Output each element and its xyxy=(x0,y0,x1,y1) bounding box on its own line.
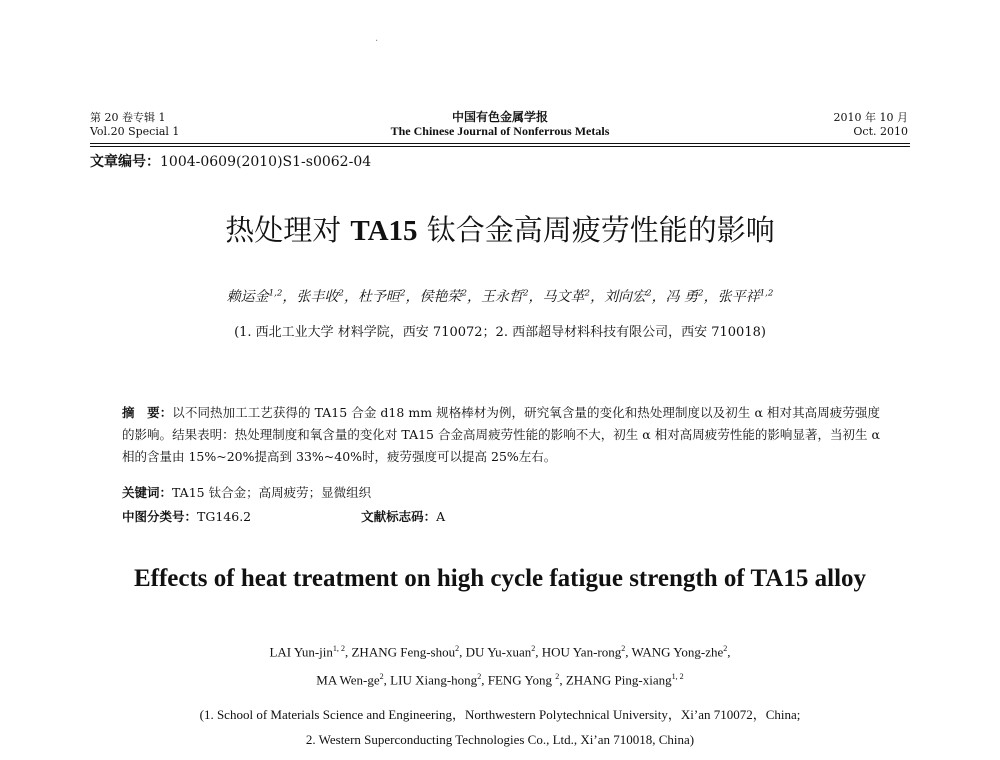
author-affiliation-mark: 1,2 xyxy=(759,288,774,299)
header-date xyxy=(834,111,908,139)
article-number xyxy=(90,151,371,171)
journal-name-en: The Chinese Journal of Nonferrous Metals xyxy=(390,124,610,138)
author-name: MA Wen-ge xyxy=(316,672,380,688)
classification-label: 中图分类号： xyxy=(122,509,198,524)
author-affiliation-mark: 2 xyxy=(698,288,704,299)
author-affiliation-mark: 2 xyxy=(379,672,384,682)
author-affiliation-mark: 2 xyxy=(399,288,406,299)
author-name: 张平祥 xyxy=(717,289,760,305)
author-name: 王永哲 xyxy=(481,289,523,305)
authors-en-line2: MA Wen-$ge^2$, LIU Xiang-hong$^2$, FENG Yong $^2$, ZHANG Ping-xiang$^{1, 2}$ xyxy=(316,672,684,688)
author-affiliation-mark: 2 xyxy=(555,672,560,682)
author-affiliation-mark: 2 xyxy=(455,644,460,653)
author-affiliation-mark: 2 xyxy=(461,288,467,299)
author-affiliation-mark: 2 xyxy=(477,672,482,682)
keywords-text: TA15 钛合金；高周疲劳；显微组织 xyxy=(172,485,372,500)
header-date-cn: 2010 年 10 月 xyxy=(833,111,908,124)
abstract-text: 以不同热加工工艺获得的 TA15 合金 d18 mm 规格棒材为例，研究氧含量的变化和热处理制度以及初生 α 相对其高周疲劳强度的影响。结果表明：热处理制度和氧含量的变化对 TA15 合金高周疲劳性能的影响不大，初生 α 相对高周疲劳性能的影响显著，当初生 α 相的含量由 15%~20%提高到 33%~40%时，疲劳强度可以提高 25%左右。 xyxy=(122,405,880,464)
author-affiliation-mark: 2 xyxy=(646,288,652,299)
author-name: 侯艳荣 xyxy=(419,289,462,305)
author-affiliation-mark: 1, 2 xyxy=(671,672,684,682)
authors-cn: 赖运金$^{1,2}$，张丰收$^2$，杜予晅$^2$，侯艳荣$^2$，王永哲$^2$，马文革$^2$，刘向宏$^2$，冯 勇$^2$，张平祥$^{1,2}$ xyxy=(226,288,774,305)
classification xyxy=(122,507,445,525)
title-cn-part2: TA15 xyxy=(350,215,418,247)
author-name: 赖运金 xyxy=(226,289,269,305)
header-issue-cn: 第 20 卷专辑 1 xyxy=(90,111,166,124)
author-name: HOU Yan-rong xyxy=(541,644,622,660)
author-name: WANG Yong-zhe xyxy=(631,644,724,660)
header-issue-en: Vol.20 Special 1 xyxy=(90,125,180,138)
author-affiliation-mark: 1, 2 xyxy=(332,644,345,653)
author-affiliation-mark: 1,2 xyxy=(268,288,283,299)
affiliation-en-line1: (1. School of Materials Science and Engineering，Northwestern Polytechnical University，Xi’an 710072，China; xyxy=(199,707,801,722)
author-name: DU Yu-xuan xyxy=(465,644,532,660)
affiliation-en xyxy=(0,702,1000,752)
classification-value: TG146.2 xyxy=(197,509,252,524)
keywords xyxy=(122,483,371,501)
affiliation-en-line2: 2. Western Superconducting Technologies Co., Ltd., Xi’an 710018, China) xyxy=(305,732,695,747)
author-name: 冯 勇 xyxy=(665,289,699,305)
doc-code-value: A xyxy=(436,509,446,524)
abstract-label: 摘 要： xyxy=(122,405,173,420)
header-issue xyxy=(90,111,179,139)
header-journal xyxy=(300,110,700,138)
author-affiliation-mark: 2 xyxy=(584,288,591,299)
header-date-en: Oct. 2010 xyxy=(853,125,908,138)
title-en: Effects of heat treatment on high cycle fatigue strength of TA15 alloy xyxy=(133,565,867,592)
author-name: 杜予晅 xyxy=(357,289,400,305)
author-affiliation-mark: 2 xyxy=(531,644,536,653)
author-name: 马文革 xyxy=(542,289,585,305)
article-number-value: 1004-0609(2010)S1-s0062-04 xyxy=(160,154,372,170)
doc-code-label: 文献标志码： xyxy=(361,509,437,524)
header-rule xyxy=(90,143,910,144)
journal-name-cn: 中国有色金属学报 xyxy=(451,110,548,124)
author-affiliation-mark: 2 xyxy=(338,288,344,299)
author-name: LAI Yun-jin xyxy=(269,644,333,660)
title-cn-part1: 热处理对 xyxy=(225,213,342,247)
scan-dot: · xyxy=(375,36,379,47)
affiliation-cn: (1. 西北工业大学 材料学院，西安 710072；2. 西部超导材料科技有限公司，西安 710018) xyxy=(234,325,766,340)
author-name: ZHANG Feng-shou xyxy=(351,644,456,660)
author-name: LIU Xiang-hong xyxy=(390,672,478,688)
keywords-label: 关键词： xyxy=(122,485,173,500)
article-number-label: 文章编号： xyxy=(90,154,160,170)
header-rule-thin xyxy=(90,146,910,147)
author-affiliation-mark: 2 xyxy=(621,644,626,653)
author-affiliation-mark: 2 xyxy=(723,644,728,653)
author-affiliation-mark: 2 xyxy=(523,288,529,299)
author-name: 刘向宏 xyxy=(604,289,647,305)
authors-en xyxy=(0,636,1000,693)
title-cn xyxy=(0,208,1000,249)
author-name: FENG Yong xyxy=(487,672,556,688)
abstract xyxy=(122,402,880,468)
author-name: 张丰收 xyxy=(296,289,339,305)
author-name: ZHANG Ping-xiang xyxy=(565,672,672,688)
authors-en-line1: LAI Yun-jin$^{1, 2}$, ZHANG Feng-shou$^2$, DU Yu-xuan$^2$, HOU Yan-rong$^2$, WANG Yong-zhe$^2$, xyxy=(269,644,731,660)
title-cn-part3: 钛合金高周疲劳性能的影响 xyxy=(426,213,775,247)
